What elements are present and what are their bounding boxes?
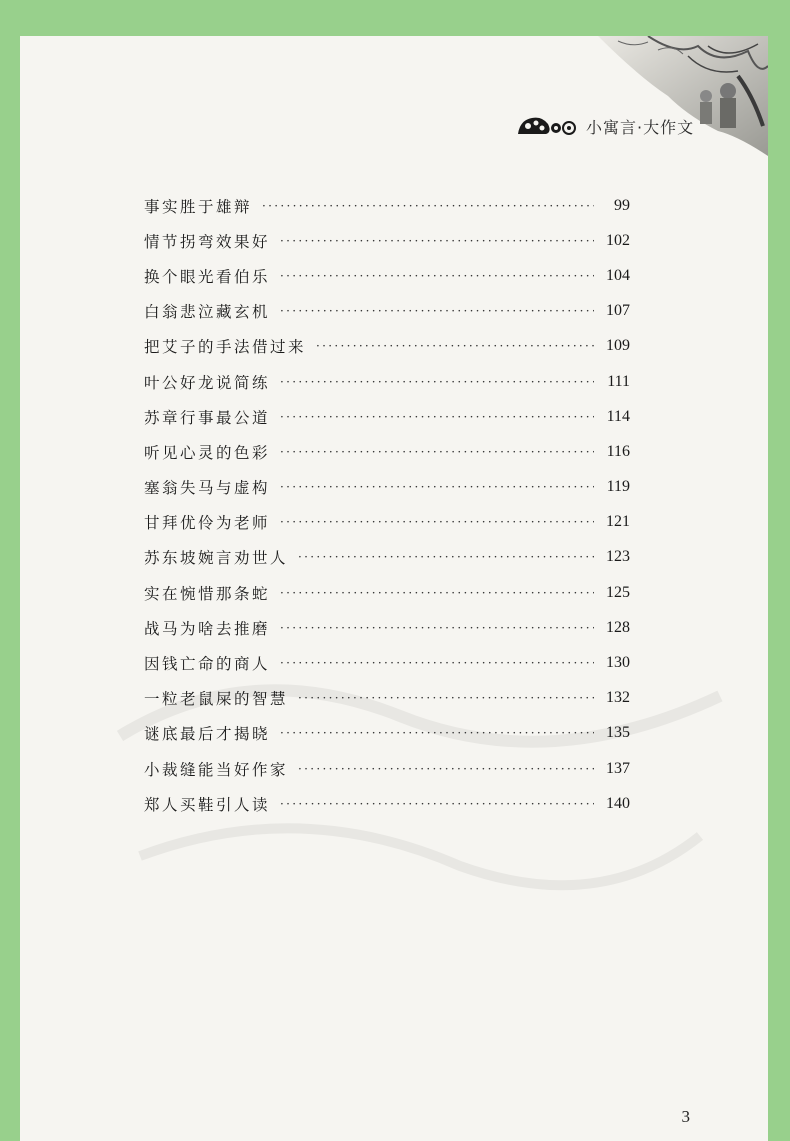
toc-entry[interactable] <box>144 223 630 258</box>
toc-entry-page: 114 <box>606 407 630 425</box>
toc-entry-title: 战马为啥去推磨 <box>144 619 271 638</box>
toc-leader-dots <box>280 622 594 634</box>
toc-entry-title: 换个眼光看伯乐 <box>144 267 271 286</box>
toc-entry[interactable] <box>144 399 630 434</box>
toc-entry-page: 121 <box>606 513 630 531</box>
toc-entry[interactable] <box>144 610 630 645</box>
toc-entry-title: 谜底最后才揭晓 <box>144 725 271 744</box>
toc-entry[interactable] <box>144 505 630 540</box>
toc-entry[interactable] <box>144 188 630 223</box>
toc-entry-page: 111 <box>607 372 630 390</box>
toc-entry-page: 109 <box>606 337 630 355</box>
toc-entry-title: 因钱亡命的商人 <box>144 655 271 674</box>
running-header <box>516 114 694 138</box>
toc-leader-dots <box>280 657 594 669</box>
toc-entry-title: 把艾子的手法借过来 <box>144 338 307 357</box>
toc-entry-page: 116 <box>606 442 630 460</box>
toc-entry[interactable] <box>144 716 630 751</box>
toc-entry[interactable] <box>144 434 630 469</box>
toc-leader-dots <box>280 727 594 739</box>
toc-leader-dots <box>280 411 594 423</box>
table-of-contents <box>144 188 630 821</box>
toc-leader-dots <box>280 235 594 247</box>
toc-leader-dots <box>298 551 594 563</box>
toc-entry-page: 140 <box>606 794 630 812</box>
toc-entry-page: 107 <box>606 302 630 320</box>
toc-entry-title: 白翁悲泣藏玄机 <box>144 303 271 322</box>
toc-entry[interactable] <box>144 258 630 293</box>
toc-entry[interactable] <box>144 294 630 329</box>
toc-leader-dots <box>262 200 594 212</box>
toc-entry-page: 128 <box>606 618 630 636</box>
toc-leader-dots <box>280 270 594 282</box>
toc-entry-page: 125 <box>606 583 630 601</box>
toc-leader-dots <box>280 305 594 317</box>
toc-leader-dots <box>280 446 594 458</box>
toc-entry-title: 事实胜于雄辩 <box>144 197 253 216</box>
toc-leader-dots <box>280 798 594 810</box>
toc-entry-page: 135 <box>606 724 630 742</box>
toc-entry-title: 塞翁失马与虚构 <box>144 479 271 498</box>
toc-entry-title: 郑人买鞋引人读 <box>144 795 271 814</box>
toc-entry-page: 104 <box>606 266 630 284</box>
toc-entry-title: 叶公好龙说简练 <box>144 373 271 392</box>
toc-leader-dots <box>280 481 594 493</box>
toc-leader-dots <box>298 763 594 775</box>
toc-entry[interactable] <box>144 751 630 786</box>
header-title: 小寓言·大作文 <box>586 117 695 137</box>
toc-entry-page: 137 <box>606 759 630 777</box>
toc-entry-title: 甘拜优伶为老师 <box>144 514 271 533</box>
toc-entry[interactable] <box>144 364 630 399</box>
toc-leader-dots <box>280 376 594 388</box>
toc-leader-dots <box>280 587 594 599</box>
toc-entry-title: 苏章行事最公道 <box>144 408 271 427</box>
toc-entry[interactable] <box>144 575 630 610</box>
toc-entry[interactable] <box>144 540 630 575</box>
corner-illustration <box>588 36 768 156</box>
series-logo-icon <box>516 114 578 138</box>
toc-entry[interactable] <box>144 470 630 505</box>
toc-entry-page: 132 <box>606 689 630 707</box>
page-number: 3 <box>681 1107 690 1126</box>
toc-leader-dots <box>316 340 594 352</box>
toc-entry-page: 102 <box>606 231 630 249</box>
toc-entry-title: 小裁缝能当好作家 <box>144 760 289 779</box>
toc-entry-page: 99 <box>614 196 630 214</box>
toc-entry-title: 情节拐弯效果好 <box>144 232 271 251</box>
book-page <box>20 36 768 1141</box>
toc-entry-title: 听见心灵的色彩 <box>144 443 271 462</box>
toc-entry[interactable] <box>144 786 630 821</box>
toc-leader-dots <box>280 516 594 528</box>
toc-entry-page: 119 <box>606 478 630 496</box>
toc-entry-title: 一粒老鼠屎的智慧 <box>144 690 289 709</box>
toc-entry-title: 苏东坡婉言劝世人 <box>144 549 289 568</box>
toc-entry[interactable] <box>144 645 630 680</box>
toc-leader-dots <box>298 692 594 704</box>
toc-entry[interactable] <box>144 681 630 716</box>
toc-entry-page: 123 <box>606 548 630 566</box>
toc-entry-page: 130 <box>606 654 630 672</box>
toc-entry-title: 实在惋惜那条蛇 <box>144 584 271 603</box>
toc-entry[interactable] <box>144 329 630 364</box>
